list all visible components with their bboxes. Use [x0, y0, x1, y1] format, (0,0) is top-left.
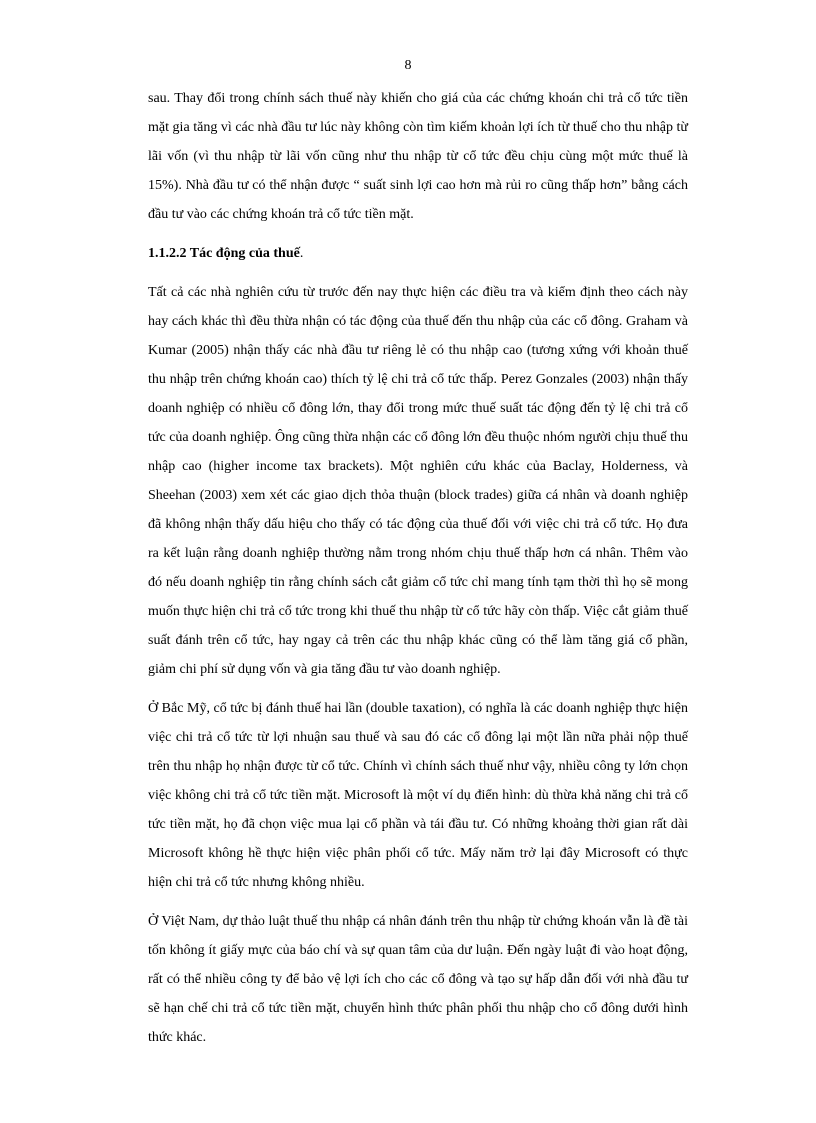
section-heading-period: . [299, 246, 304, 261]
paragraph-north-america-double-taxation: Ở Bắc Mỹ, cổ tức bị đánh thuế hai lần (double taxation), có nghĩa là các doanh nghiệp thực hiện việc chi trả cổ tức từ lợi nhuận sau thuế và sau đó các cổ đông lại một lần nữa phải nộp thuế trên thu nhập họ nhận được từ cổ tức. Chính vì chính sách thuế như vậy, nhiều công ty lớn chọn việc không chi trả cổ tức tiền mặt. Microsoft là một ví dụ điển hình: dù thừa khả năng chi trả cổ tức tiền mặt, họ đã chọn việc mua lại cổ phần và tái đầu tư. Có những khoảng thời gian rất dài Microsoft không hề thực hiện việc phân phối cổ tức. Mấy năm trở lại đây Microsoft có thực hiện chi trả cổ tức nhưng không nhiều. [148, 701, 688, 890]
paragraph-tax-effects-research: Tất cả các nhà nghiên cứu từ trước đến nay thực hiện các điều tra và kiểm định theo cách này hay cách khác thì đều thừa nhận có tác động của thuế đến thu nhập của các cổ đông. Graham và Kumar (2005) nhận thấy các nhà đầu tư riêng lẻ có thu nhập cao (tương xứng với khoản thuế thu nhập trên chứng khoán cao) thích tỷ lệ chi trả cổ tức thấp. Perez Gonzales (2003) nhận thấy doanh nghiệp có nhiều cổ đông lớn, thay đổi trong mức thuế suất tác động đến tỷ lệ chi trả cổ tức của doanh nghiệp. Ông cũng thừa nhận các cổ đông lớn đều thuộc nhóm người chịu thuế thu nhập cao (higher income tax brackets). Một nghiên cứu khác của Baclay, Holderness, và Sheehan (2003) xem xét các giao dịch thỏa thuận (block trades) giữa cá nhân và doanh nghiệp đã không nhận thấy dấu hiệu cho thấy có tác động của thuế đối với việc chi trả cổ tức. Họ đưa ra kết luận rằng doanh nghiệp thường nằm trong nhóm chịu thuế thấp hơn cá nhân. Thêm vào đó nếu doanh nghiệp tin rằng chính sách cắt giảm cổ tức chỉ mang tính tạm thời thì họ sẽ mong muốn thực hiện chi trả cổ tức trong khi thuế thu nhập từ cổ tức hãy còn thấp. Việc cắt giảm thuế suất đánh trên cổ tức, hay ngay cả trên các thu nhập khác cũng có thể làm tăng giá cổ phần, giảm chi phí sử dụng vốn và gia tăng đầu tư vào doanh nghiệp. [148, 285, 688, 677]
page-number: 8 [404, 58, 412, 73]
page-content [148, 84, 688, 1052]
section-heading [148, 239, 688, 268]
section-heading-text: 1.1.2.2 Tác động của thuế [148, 246, 300, 261]
paragraph-vietnam-tax-law: Ở Việt Nam, dự thảo luật thuế thu nhập cá nhân đánh trên thu nhập từ chứng khoán vẫn là đề tài tốn không ít giấy mực của báo chí và sự quan tâm của dư luận. Đến ngày luật đi vào hoạt động, rất có thể nhiều công ty để bảo vệ lợi ích cho các cổ đông và tạo sự hấp dẫn đối với nhà đầu tư sẽ hạn chế chi trả cổ tức tiền mặt, chuyển hình thức phân phối thu nhập cho cổ đông dưới hình thức khác. [148, 914, 688, 1045]
paragraph-tax-policy-change: sau. Thay đổi trong chính sách thuế này khiến cho giá của các chứng khoán chi trả cổ tức tiền mặt gia tăng vì các nhà đầu tư lúc này không còn tìm kiếm khoản lợi ích từ thuế cho thu nhập từ lãi vốn (vì thu nhập từ lãi vốn cũng như thu nhập từ cổ tức đều chịu cùng một mức thuế là 15%). Nhà đầu tư có thể nhận được “ suất sinh lợi cao hơn mà rủi ro cũng thấp hơn” bằng cách đầu tư vào các chứng khoán trả cổ tức tiền mặt. [148, 91, 688, 222]
